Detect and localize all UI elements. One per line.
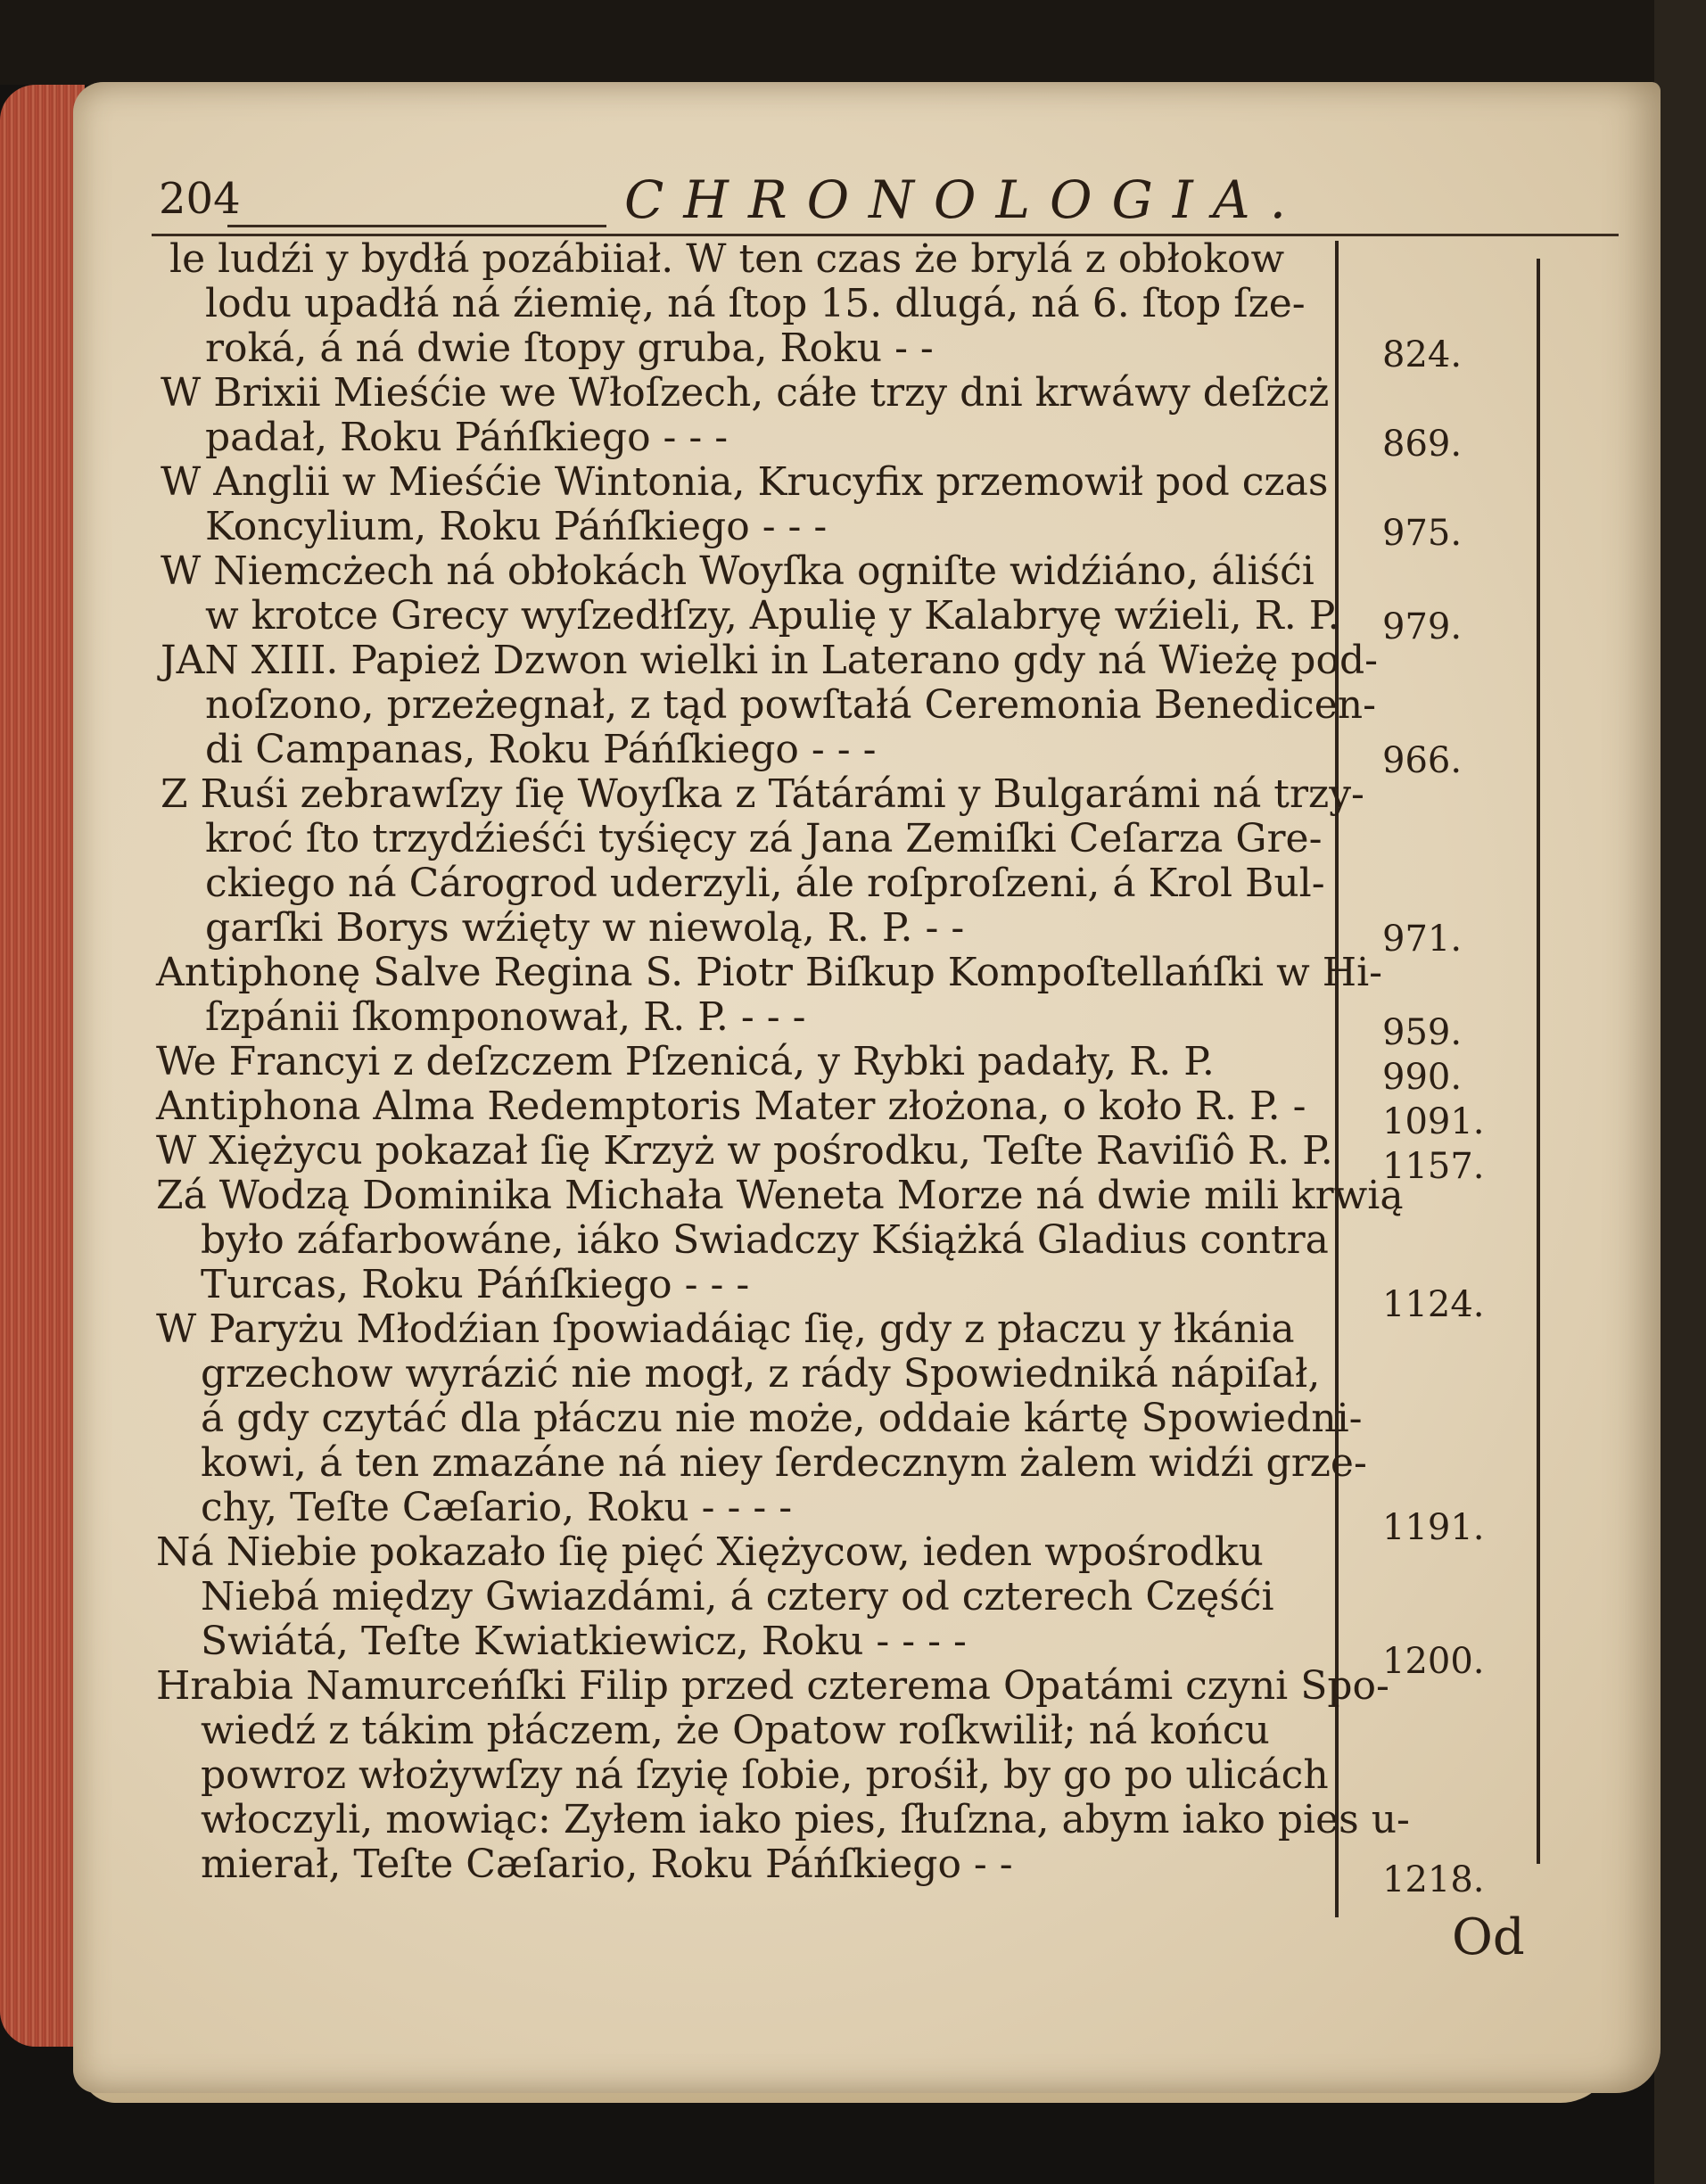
scan-background-right: [1654, 0, 1706, 2184]
year-entry: 990.: [1382, 1057, 1463, 1098]
text-line: chy, Teſte Cæſario, Roku - - - -: [201, 1485, 793, 1530]
text-line: We Francyi z deſzczem Pſzenicá, y Rybki padały, R. P.: [156, 1039, 1215, 1084]
text-line: le ludźi y bydłá pozábiiał. W ten czas że brylá z obłokow: [169, 236, 1285, 282]
text-line: noſzono, przeżegnał, z tąd powſtałá Ceremonia Benedicen-: [205, 682, 1376, 728]
text-line: grzechow wyrázić nie mogł, z rády Spowiedniká nápiſał,: [201, 1351, 1321, 1397]
year-entry: 966.: [1382, 740, 1463, 781]
text-line: Ná Niebie pokazało ſię pięć Xiężycow, ieden wpośrodku: [156, 1529, 1264, 1575]
header-rule: [1311, 234, 1619, 236]
text-line: wiedź z tákim płáczem, że Opatow roſkwilił; ná końcu: [201, 1708, 1270, 1753]
year-entry: 1200.: [1382, 1641, 1485, 1682]
text-line: kroć ſto trzydźieśći tyśięcy zá Jana Zemiſki Ceſarza Gre-: [205, 816, 1323, 861]
text-line: mierał, Teſte Cæſario, Roku Páńſkiego - -: [201, 1842, 1013, 1887]
catchword: Od: [1452, 1908, 1525, 1966]
year-entry: 971.: [1382, 919, 1463, 960]
book-page-edges: [0, 85, 85, 2047]
year-entry: 869.: [1382, 424, 1463, 465]
text-line: padał, Roku Páńſkiego - - -: [205, 415, 729, 460]
text-line: włoczyli, mowiąc: Zyłem iako pies, ſłuſzna, abym iako pies u-: [201, 1797, 1410, 1842]
text-line: Zá Wodzą Dominika Michała Weneta Morze ná dwie mili krwią: [156, 1173, 1404, 1218]
text-line: lodu upadłá ná źiemię, ná ſtop 15. dlugá, ná 6. ſtop ſze-: [205, 281, 1306, 326]
text-line: á gdy czytáć dla płáczu nie może, oddaie kártę Spowiedni-: [201, 1396, 1363, 1441]
text-line: roká, á ná dwie ſtopy gruba, Roku - -: [205, 326, 934, 371]
text-line: ſzpánii ſkomponował, R. P. - - -: [205, 994, 806, 1040]
text-line: di Campanas, Roku Páńſkiego - - -: [205, 727, 877, 772]
year-entry: 1191.: [1382, 1507, 1485, 1548]
text-line: w krotce Grecy wyſzedłſzy, Apulię y Kalabryę wźieli, R. P.: [205, 593, 1340, 639]
text-line: Swiátá, Teſte Kwiatkiewicz, Roku - - - -: [201, 1619, 967, 1664]
text-line: garſki Borys wźięty w niewolą, R. P. - -: [205, 905, 965, 951]
text-line: W Xiężycu pokazał ſię Krzyż w pośrodku, Teſte Raviſiô R. P.: [156, 1128, 1333, 1174]
text-line: powroz włożywſzy ná ſzyię ſobie, prośił, by go po ulicách: [201, 1752, 1329, 1798]
running-title: CHRONOLOGIA.: [624, 169, 1306, 230]
text-line: W Niemcżech ná obłokách Woyſka ogniſte widźiáno, áliśći: [161, 548, 1315, 594]
header-rule: [227, 225, 606, 227]
text-line: Koncylium, Roku Páńſkiego - - -: [205, 504, 828, 549]
text-line: W Paryżu Młodźian ſpowiadáiąc ſię, gdy z płaczu y łkánia: [156, 1306, 1295, 1352]
text-line: Niebá między Gwiazdámi, á cztery od czterech Częśći: [201, 1574, 1274, 1619]
text-line: Antiphona Alma Redemptoris Mater złożona, o koło R. P. -: [156, 1084, 1306, 1129]
year-entry: 979.: [1382, 606, 1463, 647]
text-line: JAN XIII. Papież Dzwon wielki in Laterano gdy ná Wieżę pod-: [161, 638, 1378, 683]
text-line: ckiego ná Cárogrod uderzyli, ále roſproſzeni, á Krol Bul-: [205, 861, 1325, 906]
text-line: było záfarbowáne, iáko Swiadczy Kśiążká Gladius contra: [201, 1217, 1329, 1263]
year-column-rule-right: [1537, 259, 1540, 1864]
year-entry: 1218.: [1382, 1859, 1485, 1900]
text-line: W Anglii w Mieśćie Wintonia, Krucyfix przemowił pod czas: [161, 459, 1329, 505]
text-line: W Brixii Mieśćie we Włoſzech, cáłe trzy dni krwáwy deſżcż: [161, 370, 1330, 416]
year-entry: 1124.: [1382, 1284, 1485, 1325]
year-entry: 975.: [1382, 513, 1463, 554]
year-entry: 1157.: [1382, 1146, 1485, 1187]
page-number: 204: [159, 174, 241, 224]
year-entry: 959.: [1382, 1012, 1463, 1053]
year-entry: 1091.: [1382, 1101, 1485, 1142]
text-line: Hrabia Namurceńſki Filip przed czterema Opatámi czyni Spo-: [156, 1663, 1389, 1709]
text-line: Antiphonę Salve Regina S. Piotr Biſkup Kompoſtellańſki w Hi-: [156, 950, 1383, 995]
text-line: Z Ruśi zebrawſzy ſię Woyſka z Tátárámi y Bulgarámi ná trzy-: [161, 771, 1364, 817]
text-line: Turcas, Roku Páńſkiego - - -: [201, 1262, 750, 1307]
text-line: kowi, á ten zmazáne ná niey ſerdecznym żalem widźi grze-: [201, 1440, 1367, 1486]
year-entry: 824.: [1382, 334, 1463, 375]
page-header: [0, 0, 1706, 268]
